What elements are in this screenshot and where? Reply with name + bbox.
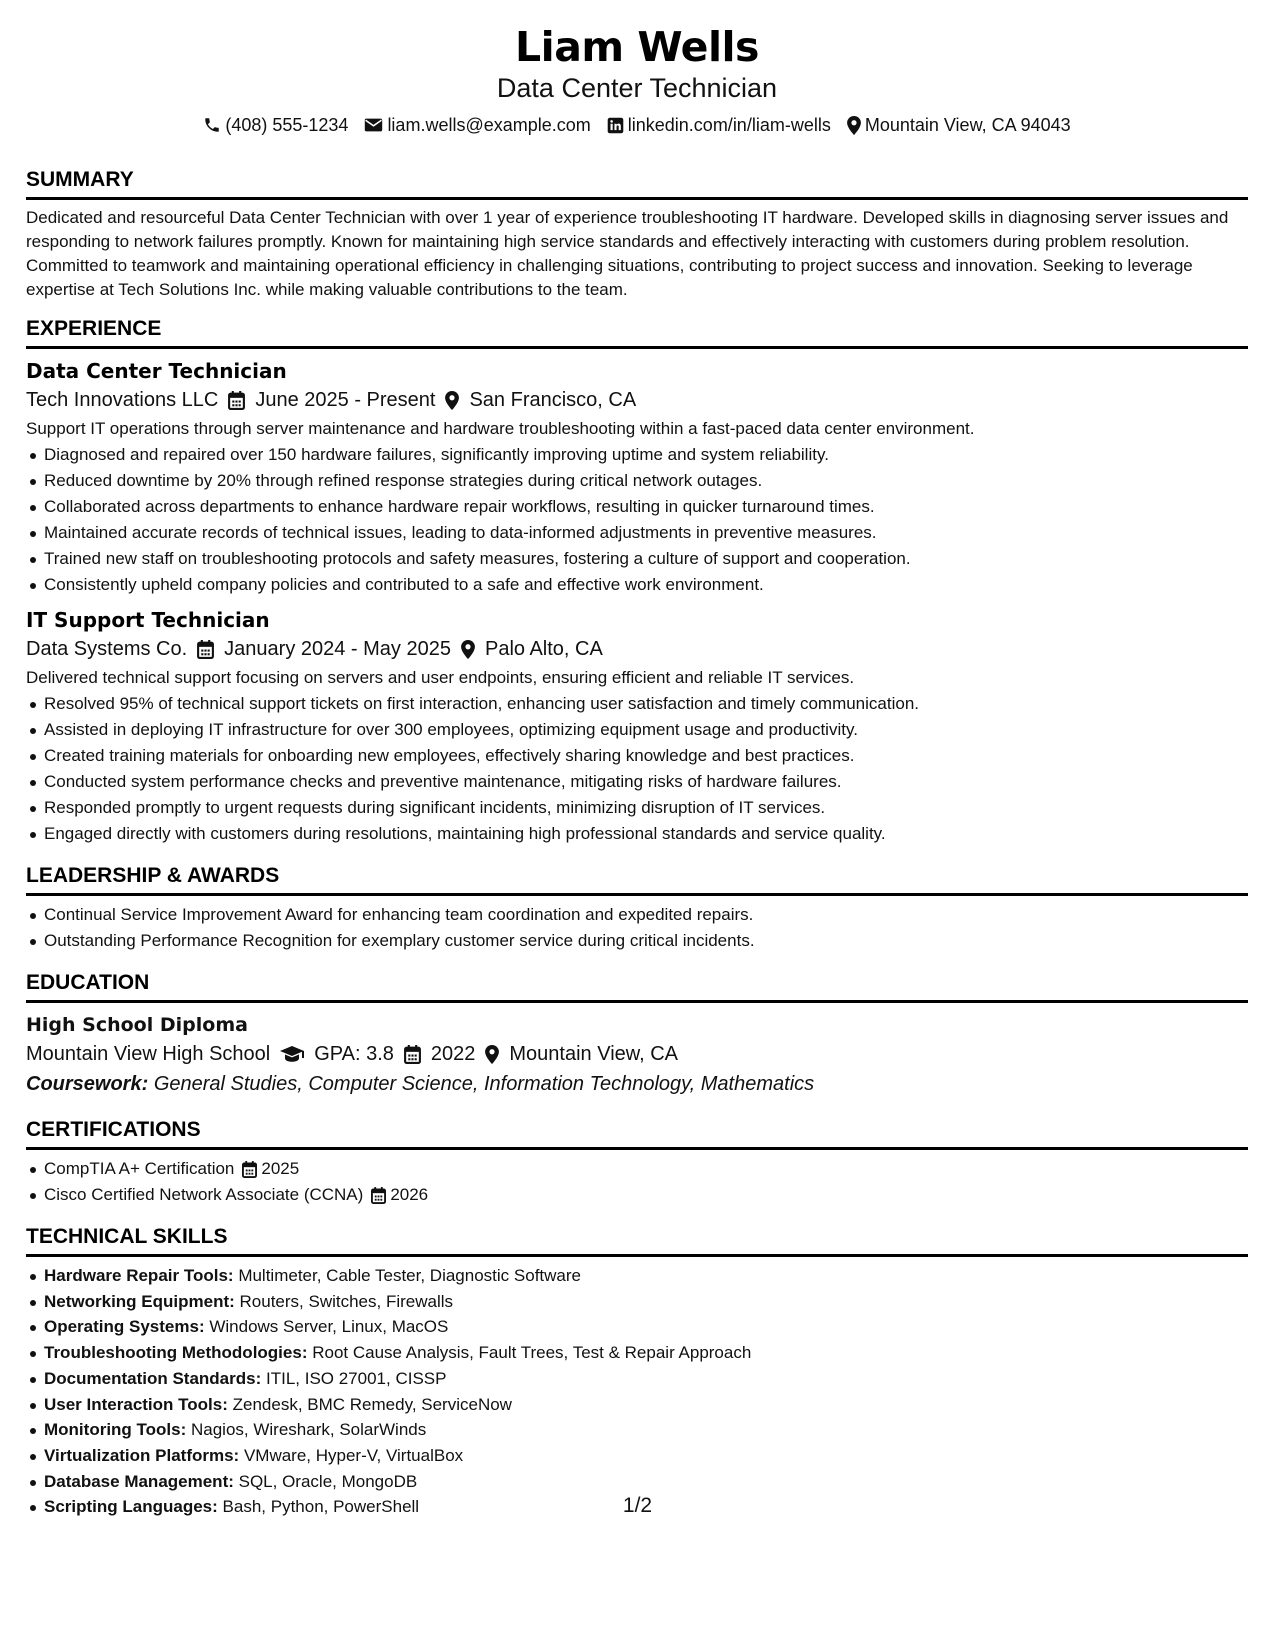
list-item: Resolved 95% of technical support tickets on first interaction, enhancing user satisfaction and timely communication. — [26, 691, 1248, 717]
experience-section — [26, 316, 1248, 847]
skill-label: Database Management: — [44, 1471, 234, 1491]
company-name: Data Systems Co. — [26, 638, 188, 660]
skill-value: Routers, Switches, Firewalls — [239, 1291, 454, 1311]
certification-entry — [44, 1156, 299, 1182]
envelope-icon — [364, 117, 383, 133]
certification-name: Cisco Certified Network Associate (CCNA) — [44, 1185, 364, 1204]
school-name: Mountain View High School — [26, 1043, 271, 1065]
contact-phone[interactable] — [203, 113, 348, 137]
list-item — [26, 1289, 1248, 1315]
skills-list — [26, 1263, 1248, 1520]
section-title-skills: TECHNICAL SKILLS — [26, 1224, 1248, 1257]
skill-label: Virtualization Platforms: — [44, 1445, 240, 1465]
calendar-icon — [371, 1187, 386, 1204]
certifications-list — [26, 1156, 1248, 1208]
map-pin-icon — [461, 640, 475, 659]
section-title-certifications: CERTIFICATIONS — [26, 1117, 1248, 1150]
job-location — [461, 634, 603, 664]
skill-label: Troubleshooting Methodologies: — [44, 1343, 308, 1363]
list-item: Conducted system performance checks and preventive maintenance, mitigating risks of hardware failures. — [26, 769, 1248, 795]
skill-value: ITIL, ISO 27001, CISSP — [265, 1368, 447, 1388]
linkedin-text: linkedin.com/in/liam-wells — [627, 115, 831, 135]
phone-icon — [203, 116, 221, 134]
list-item: Diagnosed and repaired over 150 hardware failures, significantly improving uptime and system reliability. — [26, 442, 1248, 468]
skill-value: Bash, Python, PowerShell — [222, 1497, 420, 1517]
phone-text: (408) 555-1234 — [225, 115, 349, 135]
skill-value: SQL, Oracle, MongoDB — [238, 1471, 418, 1491]
page-number: 1/2 — [622, 1494, 653, 1517]
experience-entry — [26, 357, 1248, 598]
section-title-awards: LEADERSHIP & AWARDS — [26, 863, 1248, 896]
certification-year: 2025 — [261, 1159, 300, 1178]
skill-label: Scripting Languages: — [44, 1497, 218, 1517]
job-dates — [197, 634, 451, 664]
education-location-text: Mountain View, CA — [509, 1043, 679, 1065]
graduation-cap-icon — [280, 1045, 304, 1063]
map-pin-icon — [445, 391, 459, 410]
list-item: Assisted in deploying IT infrastructure for over 300 employees, optimizing equipment usage and productivity. — [26, 717, 1248, 743]
job-bullets — [26, 442, 1248, 598]
skill-label: Operating Systems: — [44, 1317, 205, 1337]
linkedin-icon — [607, 117, 624, 134]
list-item: Engaged directly with customers during resolutions, maintaining high professional standards and service quality. — [26, 821, 1248, 847]
job-description: Support IT operations through server maintenance and hardware troubleshooting within a fast-paced data center environment. — [26, 419, 975, 438]
coursework — [26, 1069, 1248, 1099]
summary-text: Dedicated and resourceful Data Center Technician with over 1 year of experience troubleshooting IT hardware. Developed skills in diagnosing server issues and responding to network failures promptly. Known for maintaining high service standards and effectively interacting with customers during problem resolution. Committed to teamwork and maintaining operational efficiency in challenging situations, contributing to project success and innovation. Seeking to leverage expertise at Tech Solutions Inc. while making valuable contributions to the team. — [26, 208, 1229, 299]
list-item: Consistently upheld company policies and contributed to a safe and effective work environment. — [26, 572, 1248, 598]
list-item — [26, 1443, 1248, 1469]
list-item — [26, 1366, 1248, 1392]
certification-date — [371, 1182, 428, 1208]
job-location-text: San Francisco, CA — [469, 389, 637, 411]
job-dates — [228, 385, 435, 415]
skill-label: Networking Equipment: — [44, 1291, 235, 1311]
skill-value: VMware, Hyper-V, VirtualBox — [243, 1445, 464, 1465]
year-text: 2022 — [430, 1043, 476, 1065]
job-description: Delivered technical support focusing on servers and user endpoints, ensuring efficient and reliable IT services. — [26, 668, 855, 687]
job-meta — [26, 385, 1248, 415]
job-title: Data Center Technician — [26, 359, 287, 383]
skills-section — [26, 1224, 1248, 1520]
list-item — [26, 1417, 1248, 1443]
map-pin-icon — [847, 116, 861, 135]
calendar-icon — [242, 1161, 257, 1178]
contact-location — [847, 113, 1071, 137]
list-item: Reduced downtime by 20% through refined response strategies during critical network outages. — [26, 468, 1248, 494]
summary-section — [26, 167, 1248, 302]
section-title-education: EDUCATION — [26, 970, 1248, 1003]
education-year — [404, 1039, 476, 1069]
list-item: Continual Service Improvement Award for enhancing team coordination and expedited repairs. — [26, 902, 1248, 928]
certification-entry — [44, 1182, 428, 1208]
skill-value: Windows Server, Linux, MacOS — [209, 1317, 449, 1337]
education-location — [485, 1039, 678, 1069]
location-text: Mountain View, CA 94043 — [864, 115, 1071, 135]
job-dates-text: June 2025 - Present — [255, 389, 436, 411]
coursework-text: General Studies, Computer Science, Information Technology, Mathematics — [153, 1073, 815, 1095]
list-item — [26, 1263, 1248, 1289]
company-name: Tech Innovations LLC — [26, 389, 219, 411]
coursework-label: Coursework: — [26, 1073, 149, 1095]
job-title: IT Support Technician — [26, 608, 270, 632]
list-item: Responded promptly to urgent requests during significant incidents, minimizing disruption of IT services. — [26, 795, 1248, 821]
awards-section — [26, 863, 1248, 954]
map-pin-icon — [485, 1045, 499, 1064]
skill-label: Hardware Repair Tools: — [44, 1266, 234, 1285]
list-item — [26, 1340, 1248, 1366]
list-item: Trained new staff on troubleshooting protocols and safety measures, fostering a culture of support and cooperation. — [26, 546, 1248, 572]
calendar-icon — [228, 391, 245, 410]
calendar-icon — [197, 640, 214, 659]
gpa-text: GPA: 3.8 — [314, 1043, 394, 1065]
skill-value: Multimeter, Cable Tester, Diagnostic Software — [238, 1266, 581, 1285]
list-item: Collaborated across departments to enhance hardware repair workflows, resulting in quicker turnaround times. — [26, 494, 1248, 520]
list-item — [26, 1314, 1248, 1340]
certification-name: CompTIA A+ Certification — [44, 1159, 235, 1178]
list-item — [26, 1182, 1248, 1208]
certifications-section — [26, 1117, 1248, 1208]
list-item — [26, 1156, 1248, 1182]
education-gpa — [280, 1039, 394, 1069]
skill-value: Root Cause Analysis, Fault Trees, Test & Repair Approach — [312, 1343, 752, 1363]
list-item — [26, 1392, 1248, 1418]
headline: Data Center Technician — [496, 73, 778, 103]
list-item: Created training materials for onboarding new employees, effectively sharing knowledge and best practices. — [26, 743, 1248, 769]
candidate-name: Liam Wells — [515, 23, 759, 71]
skill-label: Monitoring Tools: — [44, 1420, 187, 1440]
contact-bar — [26, 113, 1248, 137]
contact-linkedin[interactable] — [607, 113, 831, 137]
section-title-summary: SUMMARY — [26, 167, 1248, 200]
job-bullets — [26, 691, 1248, 847]
resume-page — [26, 22, 1248, 1520]
list-item: Maintained accurate records of technical issues, leading to data-informed adjustments in preventive measures. — [26, 520, 1248, 546]
certification-date — [242, 1156, 299, 1182]
list-item: Outstanding Performance Recognition for exemplary customer service during critical incidents. — [26, 928, 1248, 954]
education-section — [26, 970, 1248, 1099]
list-item — [26, 1469, 1248, 1495]
job-location-text: Palo Alto, CA — [484, 638, 603, 660]
education-meta — [26, 1039, 1248, 1069]
job-dates-text: January 2024 - May 2025 — [224, 638, 451, 660]
skill-label: User Interaction Tools: — [44, 1394, 228, 1414]
skill-value: Zendesk, BMC Remedy, ServiceNow — [232, 1394, 512, 1414]
skill-label: Documentation Standards: — [44, 1368, 262, 1388]
awards-list — [26, 902, 1248, 954]
degree-title: High School Diploma — [26, 1014, 248, 1036]
job-location — [445, 385, 636, 415]
certification-year: 2026 — [390, 1185, 429, 1204]
calendar-icon — [404, 1045, 421, 1064]
contact-email[interactable] — [364, 113, 590, 137]
section-title-experience: EXPERIENCE — [26, 316, 1248, 349]
email-text: liam.wells@example.com — [387, 115, 591, 135]
skill-value: Nagios, Wireshark, SolarWinds — [191, 1420, 427, 1440]
job-meta — [26, 634, 1248, 664]
experience-entry — [26, 606, 1248, 847]
